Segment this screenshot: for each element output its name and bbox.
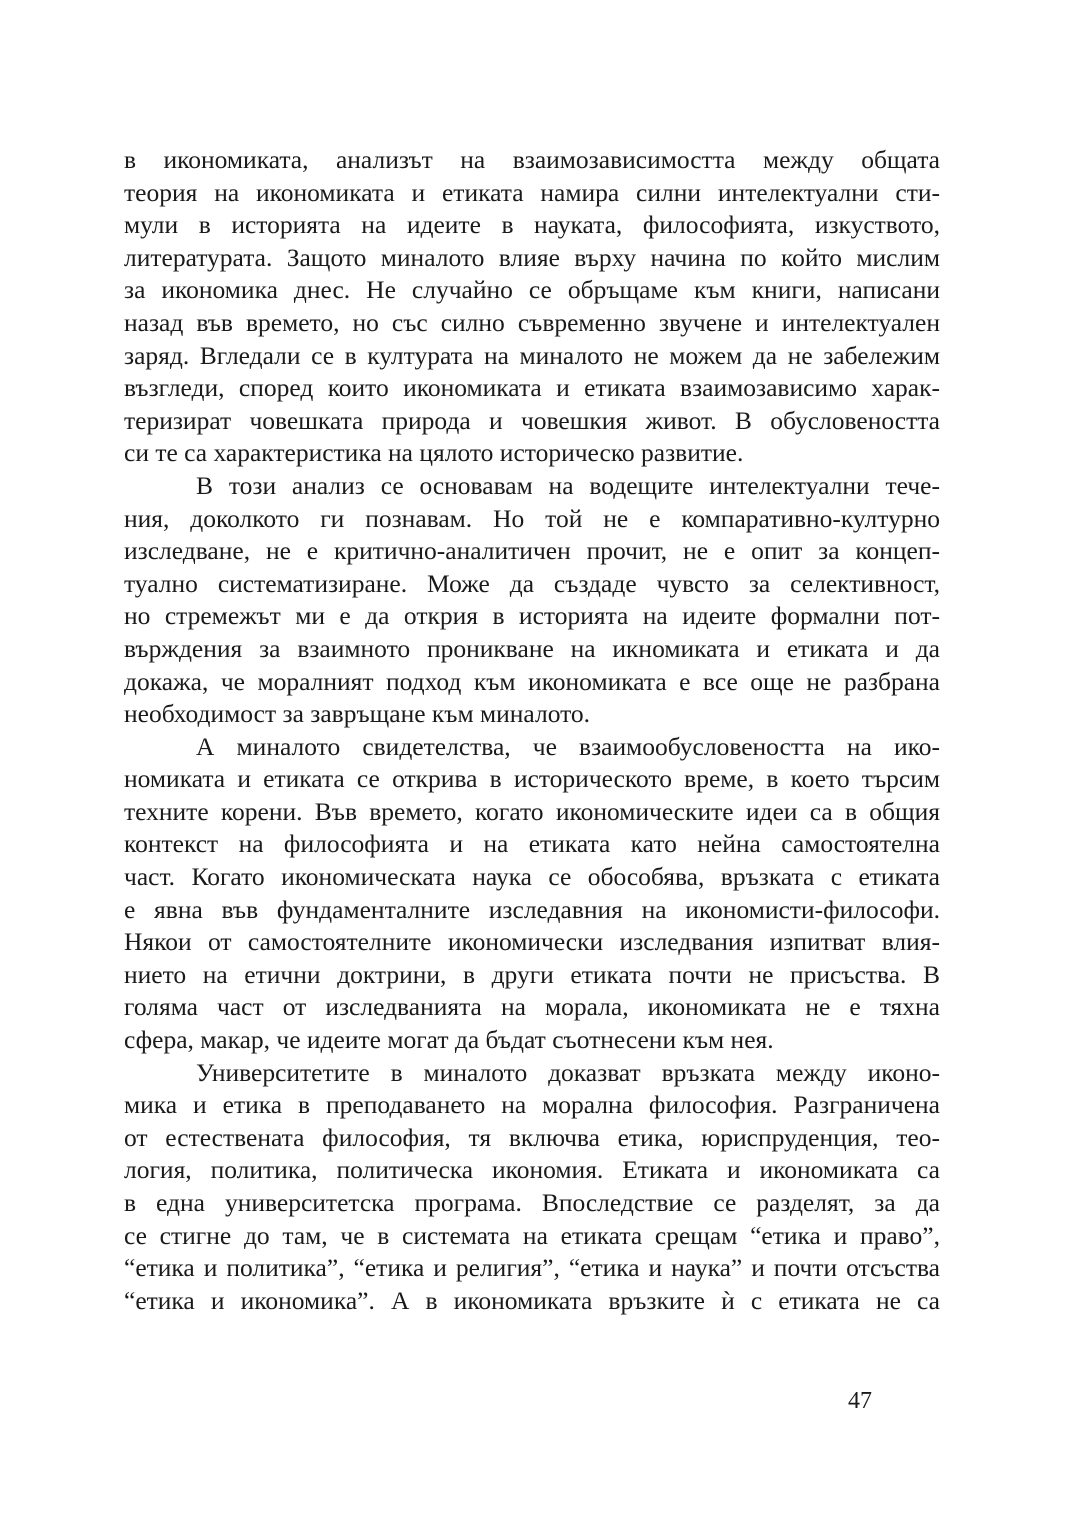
text-line: но стремежът ми е да открия в историята на идеите формални пот- bbox=[124, 601, 940, 631]
text-line: ния, доколкото ги познавам. Но той не е компаративно-културно bbox=[124, 503, 940, 533]
text-line: докажа, че моралният подход към икономиката е все още не разбрана bbox=[124, 666, 940, 696]
text-line: от естествената философия, тя включва етика, юриспруденция, тео- bbox=[124, 1122, 940, 1152]
text-line: в икономиката, анализът на взаимозависимостта между общата bbox=[124, 145, 940, 174]
text-line: необходимост за завръщане към миналото. bbox=[124, 699, 591, 729]
text-line: туално систематизиране. Може да създаде чувсто за селективност, bbox=[124, 568, 940, 598]
text-line: теория на икономиката и етиката намира силни интелектуални сти- bbox=[124, 177, 940, 207]
body-text bbox=[124, 144, 940, 1317]
text-line: “етика и икономика”. А в икономиката връзките ѝ с етиката не са bbox=[124, 1285, 940, 1315]
text-line: В този анализ се основавам на водещите интелектуални тече- bbox=[196, 470, 940, 500]
text-line: нието на етични доктрини, в други етиката почти не присъства. В bbox=[124, 959, 940, 989]
text-line: контекст на философията и на етиката като нейна самостоятелна bbox=[124, 829, 940, 859]
text-line: сфера, макар, че идеите могат да бъдат съотнесени към нея. bbox=[124, 1025, 774, 1055]
text-line: А миналото свидетелства, че взаимообусловеността на ико- bbox=[196, 731, 940, 761]
text-line: е явна във фундаменталните изследавния на икономисти-философи. bbox=[124, 894, 940, 924]
text-line: назад във времето, но със силно съвременно звучене и интелектуален bbox=[124, 307, 940, 337]
text-line: Някои от самостоятелните икономически изследвания изпитват влия- bbox=[124, 927, 940, 957]
text-line: логия, политика, политическа икономия. Етиката и икономиката са bbox=[124, 1155, 940, 1185]
text-line: техните корени. Във времето, когато икономическите идеи са в общия bbox=[124, 796, 940, 826]
text-line: изследване, не е критично-аналитичен прочит, не е опит за концеп- bbox=[124, 536, 940, 566]
text-line: “етика и политика”, “етика и религия”, “етика и наука” и почти отсъства bbox=[124, 1253, 940, 1283]
text-line: се стигне до там, че в системата на етиката срещам “етика и право”, bbox=[124, 1220, 940, 1250]
text-line: си те са характеристика на цялото историческо развитие. bbox=[124, 438, 744, 468]
page-number: 47 bbox=[848, 1388, 872, 1414]
text-line: част. Когато икономическата наука се обособява, връзката с етиката bbox=[124, 862, 940, 892]
text-line: Университетите в миналото доказват връзката между иконо- bbox=[196, 1057, 940, 1087]
text-line: голяма част от изследванията на морала, икономиката не е тяхна bbox=[124, 992, 940, 1022]
text-line: теризират човешката природа и човешкия живот. В обусловеността bbox=[124, 405, 940, 435]
text-line: в една университетска програма. Впоследствие се разделят, за да bbox=[124, 1188, 940, 1217]
text-line: мика и етика в преподаването на морална философия. Разграничена bbox=[124, 1090, 940, 1120]
text-line: заряд. Вгледали се в културата на миналото не можем да не забележим bbox=[124, 340, 940, 370]
text-line: номиката и етиката се открива в историческото време, в което търсим bbox=[124, 764, 940, 794]
text-line: възгледи, според които икономиката и етиката взаимозависимо харак- bbox=[124, 373, 940, 403]
text-line: за икономика днес. Не случайно се обръщаме към книги, написани bbox=[124, 275, 940, 305]
text-line: мули в историята на идеите в науката, философията, изкуството, bbox=[124, 210, 940, 240]
text-line: литературата. Защото миналото влияе върху начина по който мислим bbox=[124, 242, 940, 272]
text-line: върждения за взаимното проникване на икномиката и етиката и да bbox=[124, 633, 940, 663]
